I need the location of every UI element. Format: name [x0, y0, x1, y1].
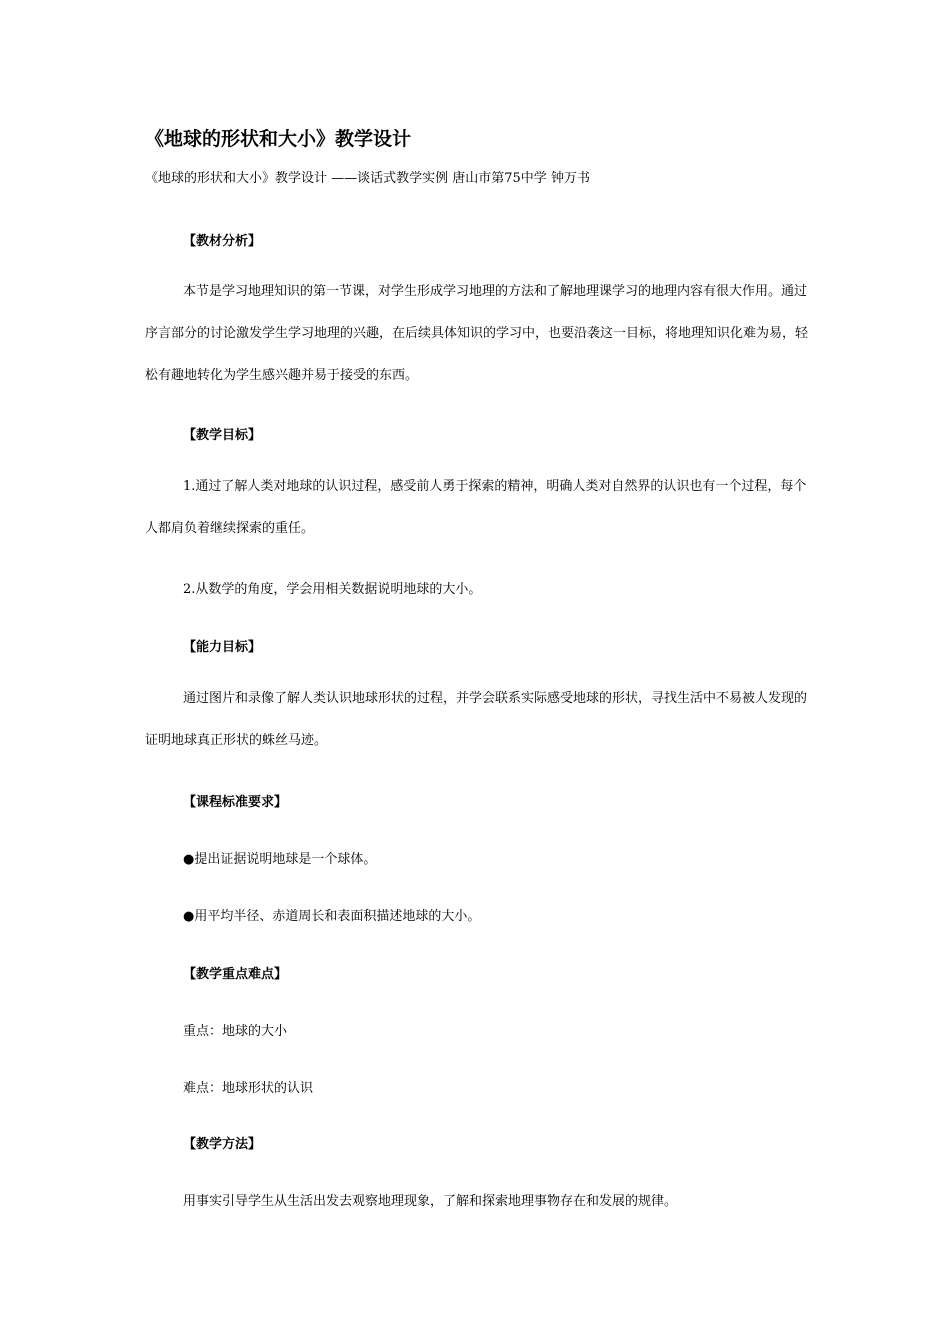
document-subtitle: 《地球的形状和大小》教学设计 ——谈话式教学实例 唐山市第75中学 钟万书 — [145, 171, 590, 186]
heading-material-analysis: 【教材分析】 — [183, 234, 262, 249]
document-title: 《地球的形状和大小》教学设计 — [145, 128, 412, 150]
heading-teaching-methods: 【教学方法】 — [183, 1137, 262, 1152]
key-point: 重点：地球的大小 — [183, 1024, 288, 1039]
teaching-goal-1: 1.通过了解人类对地球的认识过程，感受前人勇于探索的精神，明确人类对自然界的认识也有一个过程，每个人都肩负着继续探索的重任。 — [145, 479, 807, 536]
heading-teaching-goals: 【教学目标】 — [183, 428, 262, 443]
teaching-methods-text: 用事实引导学生从生活出发去观察地理现象，了解和探索地理事物存在和发展的规律。 — [183, 1194, 678, 1209]
ability-goals-text: 通过图片和录像了解人类认识地球形状的过程，并学会联系实际感受地球的形状，寻找生活中不易被人发现的证明地球真正形状的蛛丝马迹。 — [145, 691, 808, 748]
teaching-goal-2: 2.从数学的角度，学会用相关数据说明地球的大小。 — [183, 582, 482, 597]
heading-ability-goals: 【能力目标】 — [183, 640, 262, 655]
curriculum-standard-1: ●提出证据说明地球是一个球体。 — [183, 852, 377, 867]
material-analysis-text: 本节是学习地理知识的第一节课，对学生形成学习地理的方法和了解地理课学习的地理内容有很大作用。通过序言部分的讨论激发学生学习地理的兴趣，在后续具体知识的学习中，也要沿袭这一目标，将地理知识化难为易，轻松有趣地转化为学生感兴趣并易于接受的东西。 — [145, 284, 809, 383]
difficult-point: 难点：地球形状的认识 — [183, 1081, 314, 1096]
heading-key-points: 【教学重点难点】 — [183, 967, 288, 982]
heading-curriculum-standards: 【课程标准要求】 — [183, 795, 288, 810]
curriculum-standard-2: ●用平均半径、赤道周长和表面积描述地球的大小。 — [183, 909, 481, 924]
